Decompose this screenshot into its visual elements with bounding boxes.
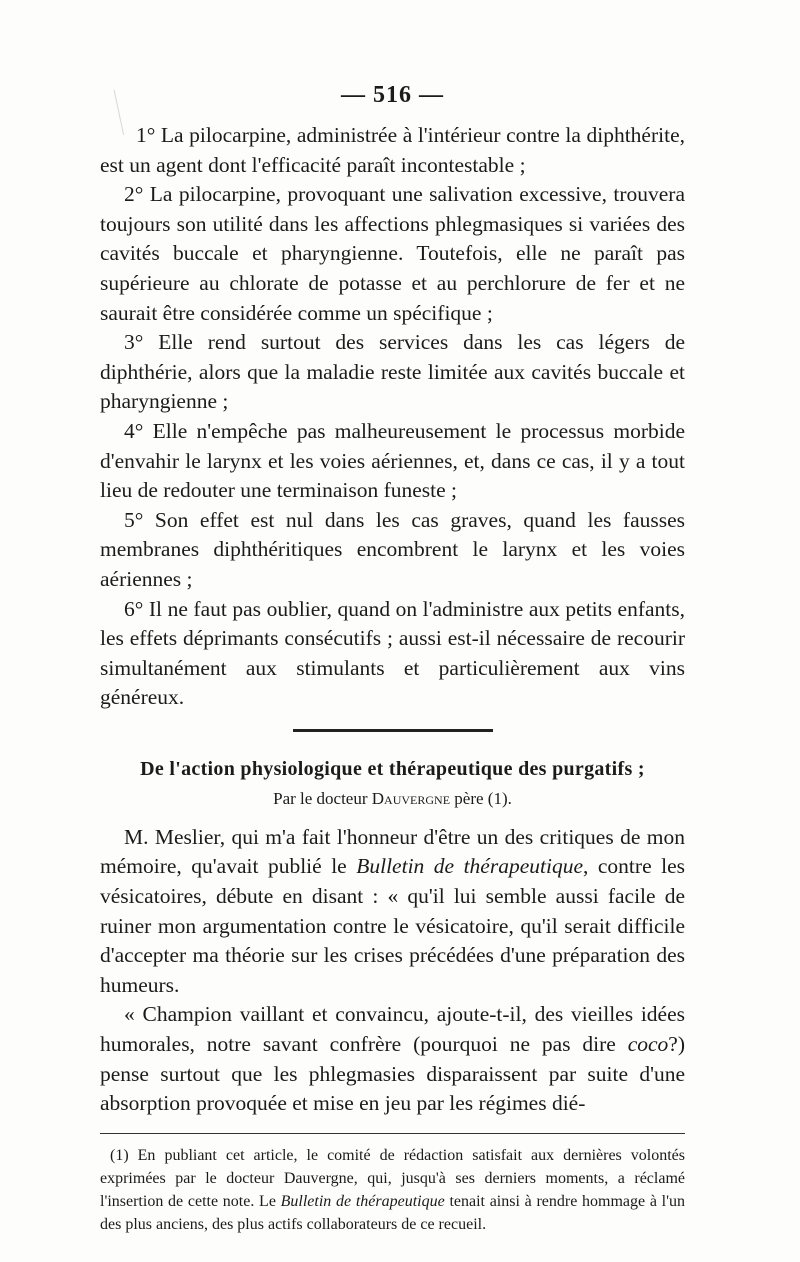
paragraph-2: 2° La pilocarpine, provoquant une salivation excessive, trouvera toujours son utilité dans les affections phlegmasiques si variées des cavités buccale et pharyngienne. Toutefois, elle ne paraît pas supérieure au chlorate de potasse et au perchlorure de fer et ne saurait être considérée comme un spécifique ; [100,182,685,325]
section-author [100,789,685,809]
body-p2-text-b: ?) pense surtout que les phlegmasies disparaissent par suite d'une absorption provoquée et mise en jeu par les régimes dié- [100,1032,685,1116]
journal-title: Bulletin de thérapeutique [356,854,584,879]
paragraph-5: 5° Son effet est nul dans les cas graves, quand les fausses membranes diphthéritiques encombrent le larynx et les voies aériennes ; [100,507,685,591]
paragraph-6: 6° Il ne faut pas oublier, quand on l'administre aux petits enfants, les effets déprimants consécutifs ; aussi est-il nécessaire de recourir simultanément aux stimulants et particulièrement aux vins généreux. [100,596,685,710]
author-suffix: père (1). [450,788,512,808]
footnote-text-b: tenait ainsi à rendre hommage à l'un des plus anciens, des plus actifs collaborateurs de ce recueil. [100,1192,686,1233]
body-p2-text-a: « Champion vaillant et convaincu, ajoute-t-il, des vieilles idées humorales, notre savant confrère (pourquoi ne pas dire [100,1002,685,1057]
footnote-text-a: (1) En publiant cet article, le comité de rédaction satisfait aux dernières volontés exprimées par le docteur Dauvergne, qui, jusqu'à ses derniers moments, a réclamé l'insertion de cette note. Le [100,1146,685,1210]
author-prefix: Par le docteur [273,788,372,808]
body-p1-text-a: M. Meslier, qui m'a fait l'honneur d'être un des critiques de mon mémoire, qu'avait publié le [100,824,685,879]
author-name: Dauvergne [371,788,451,808]
footnote-journal: Bulletin de thérapeutique [280,1192,445,1210]
paragraph-1: 1° La pilocarpine, administrée à l'intérieur contre la diphthérite, est un agent dont l'efficacité paraît incontestable ; [100,123,685,177]
footnote-divider [100,1133,685,1134]
body-paragraph-2 [100,1000,685,1118]
section-title: De l'action physiologique et thérapeutique des purgatifs ; [140,757,645,780]
body-p1-text-b: , contre les vésicatoires, débute en disant : « qu'il lui semble aussi facile de ruiner mon argumentation contre le vésicatoire, qu'il serait difficile d'accepter ma théorie sur les crises précédées d'une préparation des humeurs. [100,854,685,997]
paragraph-4: 4° Elle n'empêche pas malheureusement le processus morbide d'envahir le larynx et les voies aériennes, et, dans ce cas, il y a tout lieu de redouter une terminaison funeste ; [100,418,685,503]
page-content [100,82,685,1236]
footnote [100,1144,685,1236]
body-p2-coco: coco [627,1032,669,1057]
page-number: — 516 — [341,82,444,108]
body-paragraph-1 [100,823,685,1001]
section-divider [293,729,493,732]
paragraph-3: 3° Elle rend surtout des services dans les cas légers de diphthérie, alors que la maladie reste limitée aux cavités buccale et pharyngienne ; [100,330,685,414]
